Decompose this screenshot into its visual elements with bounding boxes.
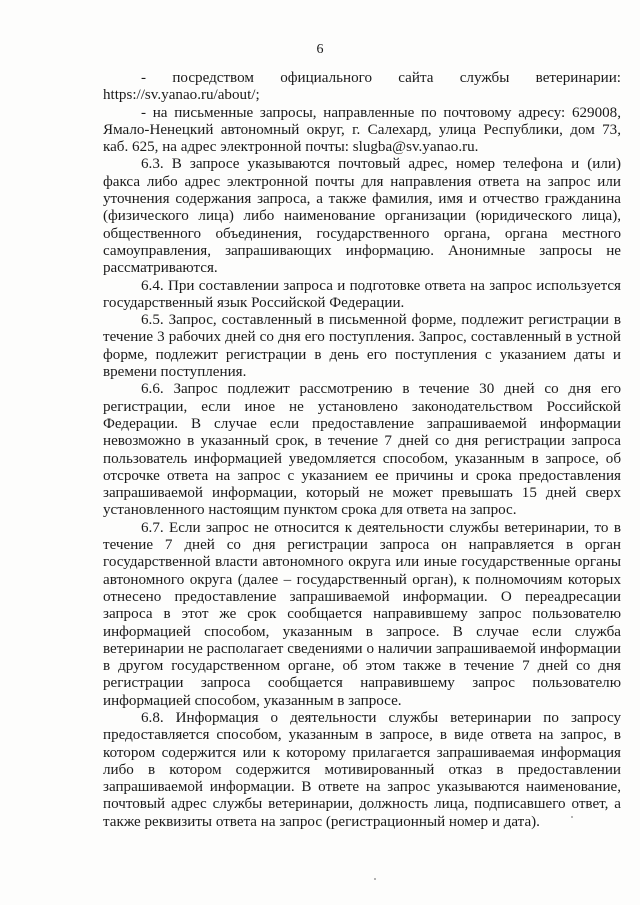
- paragraph-6-6: 6.6. Запрос подлежит рассмотрению в течение 30 дней со дня его регистрации, если иное не установлено законодательством Российской Федерации. В случае если предоставление запрашиваемой информации невозможно в указанный срок, в течение 7 дней со дня регистрации запроса пользователь информацией уведомляется способом, указанным в запросе, об отсрочке ответа на запрос с указанием ее причины и срока предоставления запрашиваемой информации, который не может превышать 15 дней сверх установленного настоящим пунктом срока для ответа на запрос.: [103, 381, 621, 519]
- page-number: 6: [316, 42, 324, 57]
- scan-speck: [374, 878, 376, 880]
- paragraph-6-5: 6.5. Запрос, составленный в письменной форме, подлежит регистрации в течение 3 рабочих дней со дня его поступления. Запрос, составленный в устной форме, подлежит регистрации в день его поступления с указанием даты и времени поступления.: [103, 312, 621, 381]
- list-item-website: - посредством официального сайта службы ветеринарии: https://sv.yanao.ru/about/;: [103, 70, 621, 104]
- scan-speck: [571, 816, 573, 818]
- document-body: [103, 70, 621, 831]
- paragraph-6-8: 6.8. Информация о деятельности службы ветеринарии по запросу предоставляется способом, указанным в запросе, в виде ответа на запрос, в котором содержится или к которому прилагается запрашиваемая информация либо в котором содержится мотивированный отказ в предоставлении запрашиваемой информации. В ответе на запрос указываются наименование, почтовый адрес службы ветеринарии, должность лица, подписавшего ответ, а также реквизиты ответа на запрос (регистрационный номер и дата).: [103, 709, 621, 830]
- paragraph-6-3: 6.3. В запросе указываются почтовый адрес, номер телефона и (или) факса либо адрес электронной почты для направления ответа на запрос или уточнения содержания запроса, а также фамилия, имя и отчество гражданина (физического лица) либо наименование организации (юридического лица), общественного объединения, государственного органа, органа местного самоуправления, запрашивающих информацию. Анонимные запросы не рассматриваются.: [103, 156, 621, 277]
- paragraph-6-7: 6.7. Если запрос не относится к деятельности службы ветеринарии, то в течение 7 дней со дня регистрации запроса он направляется в орган государственной власти автономного округа или иные государственные органы автономного округа (далее – государственный орган), к полномочиям которых отнесено предоставление запрашиваемой информации. О переадресации запроса в этот же срок сообщается направившему запрос пользователю информацией способом, указанным в запросе. В случае если служба ветеринарии не располагает сведениями о наличии запрашиваемой информации в другом государственном органе, об этом также в течение 7 дней со дня регистрации запроса сообщается направившему запрос пользователю информацией способом, указанным в запросе.: [103, 519, 621, 709]
- list-item-postal-address: - на письменные запросы, направленные по почтовому адресу: 629008, Ямало-Ненецкий автономный округ, г. Салехард, улица Республики, дом 73, каб. 625, на адрес электронной почты: slugba@sv.yanao.ru.: [103, 104, 621, 156]
- paragraph-6-4: 6.4. При составлении запроса и подготовке ответа на запрос используется государственный язык Российской Федерации.: [103, 277, 621, 311]
